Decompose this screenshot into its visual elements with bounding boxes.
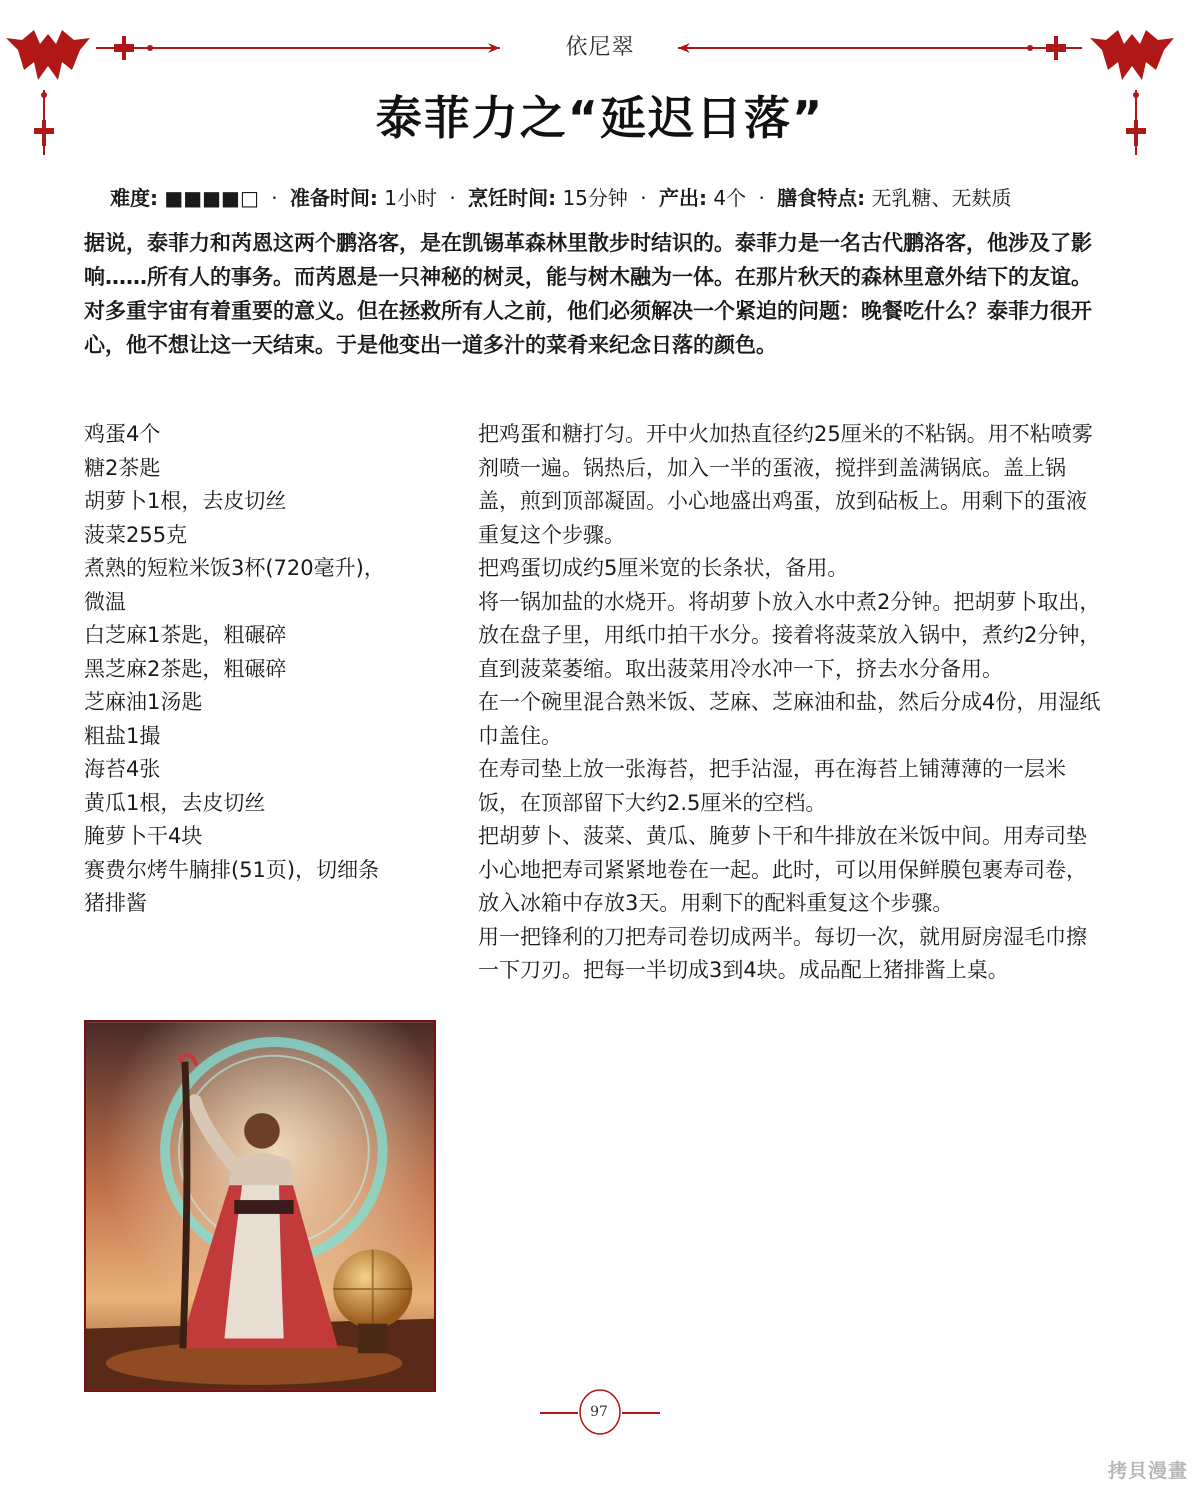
ingredient-item: 猪排酱 <box>84 891 147 915</box>
step-list <box>478 418 1103 988</box>
meta-separator: · <box>271 186 278 210</box>
ingredient-item: 白芝麻1茶匙，粗碾碎 <box>84 623 287 647</box>
step-item: 把鸡蛋和糖打匀。开中火加热直径约25厘米的不粘锅。用不粘喷雾剂喷一遍。锅热后，加入一半的蛋液，搅拌到盖满锅底。盖上锅盖，煎到顶部凝固。小心地盛出鸡蛋，放到砧板上。用剩下的蛋液重复这个步骤。 <box>478 422 1093 547</box>
recipe-meta <box>110 182 1160 211</box>
diet-label: 膳食特点: <box>777 186 866 210</box>
watermark: 拷貝漫畫 <box>1107 1460 1188 1482</box>
step-item: 将一锅加盐的水烧开。将胡萝卜放入水中煮2分钟。把胡萝卜取出，放在盘子里，用纸巾拍干水分。接着将菠菜放入锅中，煮约2分钟，直到菠菜萎缩。取出菠菜用冷水冲一下，挤去水分备用。 <box>478 589 1101 681</box>
yield-label: 产出: <box>658 186 707 210</box>
prep-time-value: 1小时 <box>384 186 438 210</box>
cook-time-value: 15分钟 <box>562 186 628 210</box>
ingredient-item: 腌萝卜干4块 <box>84 824 203 848</box>
step-item: 在一个碗里混合熟米饭、芝麻、芝麻油和盐，然后分成4份，用湿纸巾盖住。 <box>478 690 1101 748</box>
ingredient-item: 赛费尔烤牛腩排(51页)，切细条 <box>84 857 380 882</box>
ingredient-item: 煮熟的短粒米饭3杯(720毫升)，微温 <box>84 556 385 614</box>
step-item: 把胡萝卜、菠菜、黄瓜、腌萝卜干和牛排放在米饭中间。用寿司垫小心地把寿司紧紧地卷在一起。此时，可以用保鲜膜包裹寿司卷，放入冰箱中存放3天。用剩下的配料重复这个步骤。 <box>478 824 1087 915</box>
meta-separator: · <box>640 186 647 210</box>
ingredient-item: 海苔4张 <box>84 757 161 781</box>
page-number: 97 <box>590 1404 608 1420</box>
ingredient-item: 糖2茶匙 <box>84 455 161 480</box>
ingredient-item: 菠菜255克 <box>84 522 188 547</box>
artwork-illustration <box>86 1022 434 1390</box>
chapter-title: 依尼翠 <box>565 35 635 60</box>
recipe-title: 泰菲力之“延迟日落” <box>375 91 825 145</box>
meta-separator: · <box>449 186 456 210</box>
page-number-ornament <box>540 1388 660 1438</box>
ingredient-item: 黄瓜1根，去皮切丝 <box>84 790 266 815</box>
meta-separator: · <box>758 186 765 210</box>
cook-time-label: 烹饪时间: <box>468 186 557 210</box>
ingredient-item: 鸡蛋4个 <box>84 422 161 446</box>
ingredient-list <box>84 418 394 921</box>
teferi-artwork <box>84 1020 436 1392</box>
ingredient-item: 粗盐1撮 <box>84 723 161 748</box>
diet-value: 无乳糖、无麸质 <box>871 186 1012 210</box>
step-item: 把鸡蛋切成约5厘米宽的长条状，备用。 <box>478 556 849 580</box>
step-item: 在寿司垫上放一张海苔，把手沾湿，再在海苔上铺薄薄的一层米饭，在顶部留下大约2.5厘米的空档。 <box>478 757 1066 815</box>
step-item: 用一把锋利的刀把寿司卷切成两半。每切一次，就用厨房湿毛巾擦一下刀刃。把每一半切成3到4块。成品配上猪排酱上桌。 <box>478 924 1087 982</box>
prep-time-label: 准备时间: <box>289 186 378 210</box>
ingredient-item: 芝麻油1汤匙 <box>84 690 203 714</box>
intro-paragraph: 据说，泰菲力和芮恩这两个鹏洛客，是在凯锡革森林里散步时结识的。泰菲力是一名古代鹏洛客，他涉及了影响……所有人的事务。而芮恩是一只神秘的树灵，能与树木融为一体。在那片秋天的森林里意外结下的友谊。对多重宇宙有着重要的意义。但在拯救所有人之前，他们必须解决一个紧迫的问题：晚餐吃什么？泰菲力很开心，他不想让这一天结束。于是他变出一道多汁的菜肴来纪念日落的颜色。 <box>84 231 1092 357</box>
ingredient-item: 胡萝卜1根，去皮切丝 <box>84 489 287 513</box>
ingredient-item: 黑芝麻2茶匙，粗碾碎 <box>84 656 287 681</box>
difficulty-rating: ■■■■□ <box>164 186 259 210</box>
difficulty-label: 难度: <box>110 186 158 210</box>
yield-value: 4个 <box>713 186 747 210</box>
